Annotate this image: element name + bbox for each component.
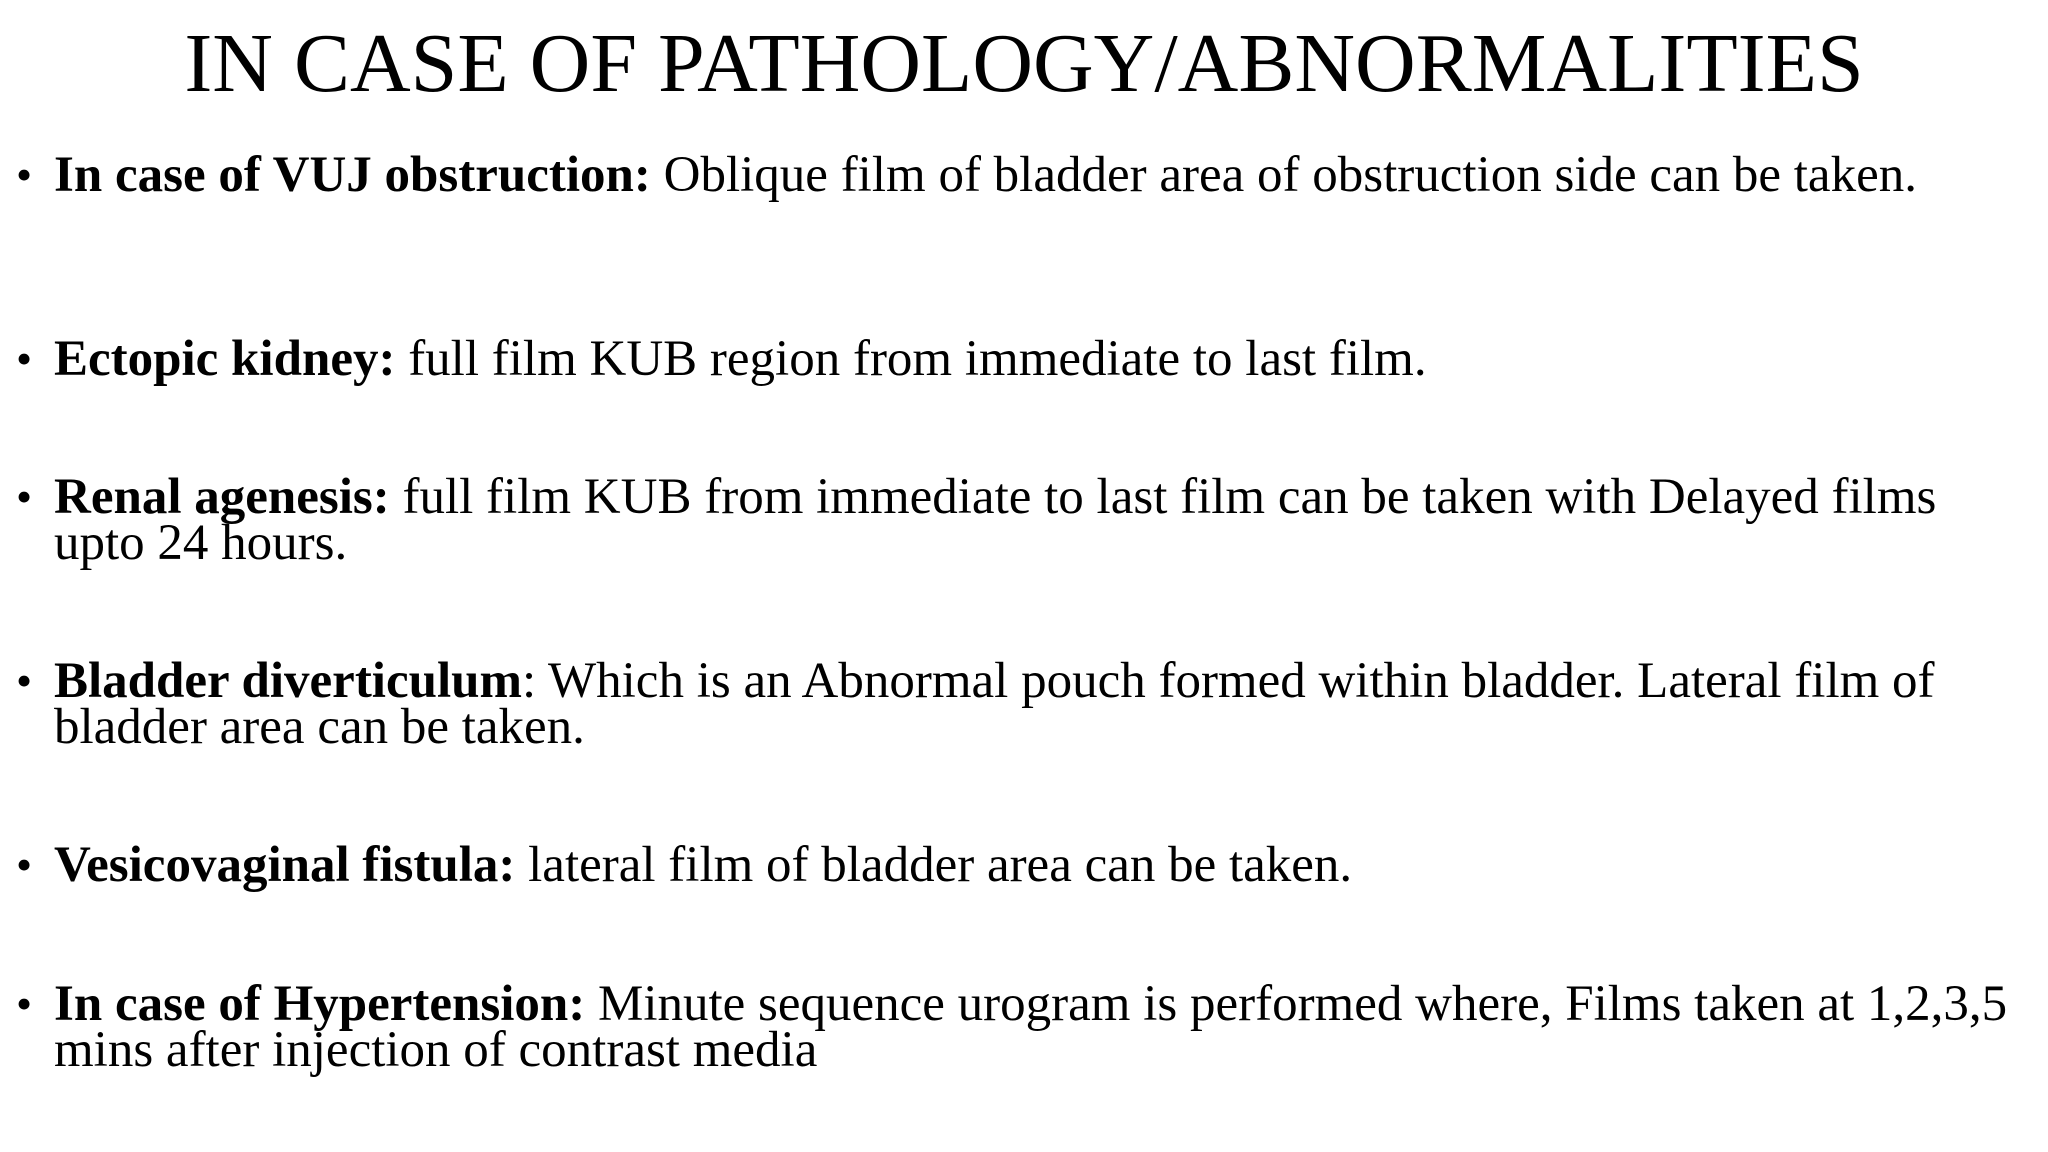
bullet-item-hypertension	[16, 976, 2039, 1078]
bullet-item-renal-agenesis	[16, 469, 2039, 571]
bullet-dot-icon: •	[16, 839, 33, 890]
bullet-term: Vesicovaginal fistula:	[54, 837, 516, 893]
bullet-dot-icon: •	[16, 333, 33, 384]
bullet-dot-icon: •	[16, 149, 33, 200]
bullet-term: Bladder diverticulum	[54, 653, 522, 709]
bullet-item-bladder-diverticulum	[16, 653, 2039, 755]
bullet-item-ectopic-kidney	[16, 331, 2039, 387]
bullet-item-vuj-obstruction	[16, 147, 2039, 203]
bullet-term: In case of VUJ obstruction:	[54, 147, 651, 203]
bullet-term: In case of Hypertension:	[54, 976, 586, 1032]
bullet-term: Ectopic kidney:	[54, 331, 396, 387]
bullet-dot-icon: •	[16, 978, 33, 1029]
bullet-text: lateral film of bladder area can be taken.	[515, 837, 1353, 893]
bullet-text: full film KUB from immediate to last film can be taken with Delayed films upto 24 hours.	[54, 469, 1937, 571]
bullet-text: Minute sequence urogram is performed where, Films taken at 1,2,3,5 mins after injection of contrast media	[54, 976, 2008, 1078]
slide-title: IN CASE OF PATHOLOGY/ABNORMALITIES	[184, 17, 1864, 110]
bullet-item-vesicovaginal-fistula	[16, 837, 2039, 893]
bullet-dot-icon: •	[16, 471, 33, 522]
bullet-text: full film KUB region from immediate to last film.	[395, 331, 1427, 387]
bullet-term: Renal agenesis:	[54, 469, 390, 525]
bullet-dot-icon: •	[16, 655, 33, 706]
bullet-text: Oblique film of bladder area of obstruction side can be taken.	[650, 147, 1917, 203]
bullet-text: : Which is an Abnormal pouch formed within bladder. Lateral film of bladder area can be taken.	[54, 653, 1935, 755]
